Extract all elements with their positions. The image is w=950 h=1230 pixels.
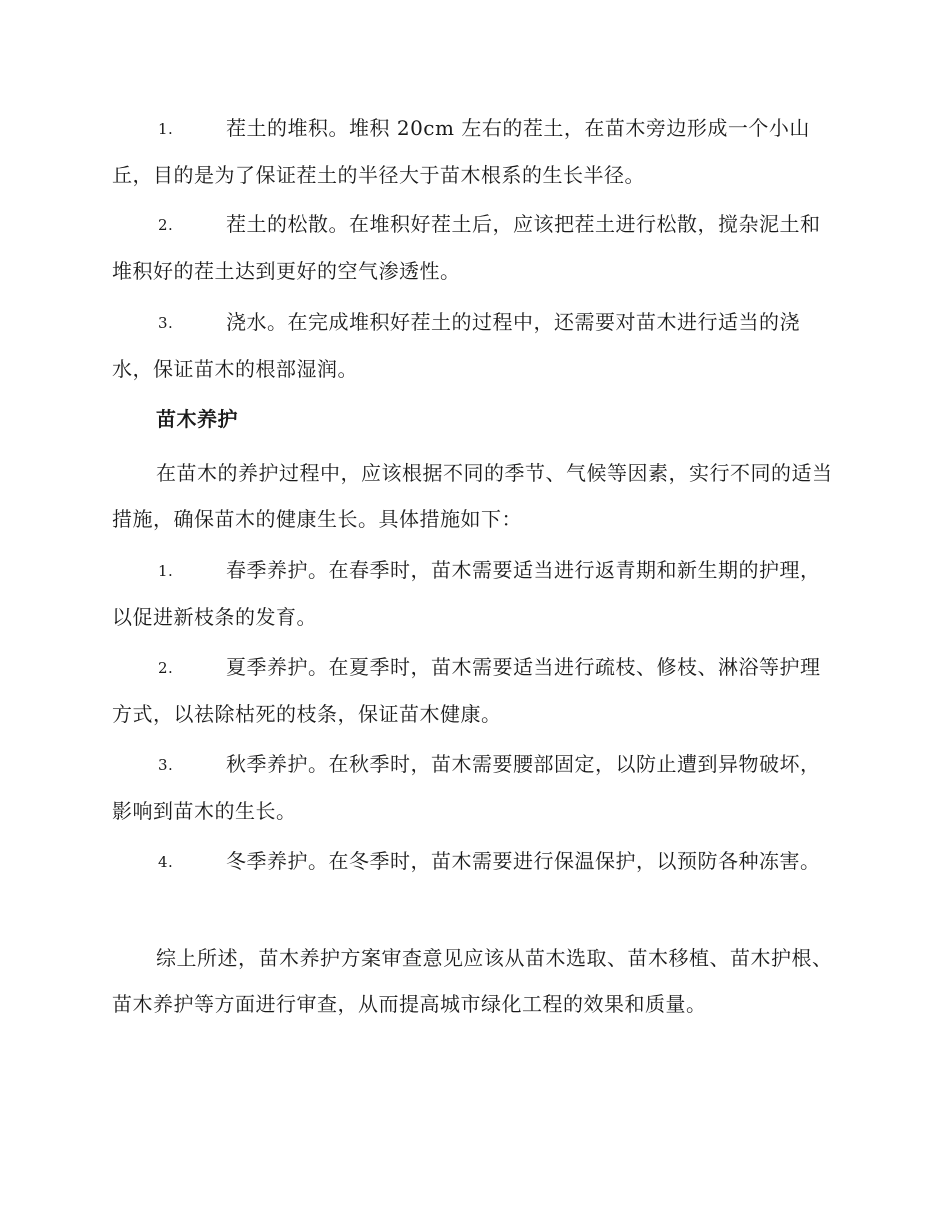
list-text: 夏季养护。在夏季时，苗木需要适当进行疏枝、修枝、淋浴等护理方式，以祛除枯死的枝条，保证苗木健康。 (112, 655, 821, 726)
list-text: 春季养护。在春季时，苗木需要适当进行返青期和新生期的护理，以促进新枝条的发育。 (112, 558, 821, 629)
conclusion-paragraph: 综上所述，苗木养护方案审查意见应该从苗木选取、苗木移植、苗木护根、苗木养护等方面进行审查，从而提高城市绿化工程的效果和质量。 (112, 946, 833, 1016)
list-item (112, 547, 834, 640)
section-heading: 苗木养护 (156, 407, 238, 431)
list-text: 秋季养护。在秋季时，苗木需要腰部固定，以防止遭到异物破坏，影响到苗木的生长。 (112, 752, 821, 823)
intro-paragraph: 在苗木的养护过程中，应该根据不同的季节、气候等因素，实行不同的适当措施，确保苗木的健康生长。具体措施如下： (112, 461, 833, 531)
list-number: 2. (158, 216, 174, 234)
list-number: 3. (158, 756, 174, 774)
list-number: 2. (158, 659, 174, 677)
list-item (112, 299, 834, 392)
list-item (112, 105, 834, 198)
list-item (112, 741, 834, 834)
list-text: 茬土的松散。在堆积好茬土后，应该把茬土进行松散，搅杂泥土和堆积好的茬土达到更好的空气渗透性。 (112, 212, 821, 283)
list-number: 4. (158, 853, 174, 871)
list-number: 1. (158, 120, 174, 138)
list-text: 冬季养护。在冬季时，苗木需要进行保温保护，以预防各种冻害。 (226, 849, 821, 873)
list-number: 3. (158, 314, 174, 332)
list-item (112, 838, 834, 885)
list-item (112, 644, 834, 737)
list-item (112, 201, 834, 294)
list-text: 浇水。在完成堆积好茬土的过程中，还需要对苗木进行适当的浇水，保证苗木的根部湿润。 (112, 310, 800, 381)
list-number: 1. (158, 562, 174, 580)
list-text: 茬土的堆积。堆积 20cm 左右的茬土，在苗木旁边形成一个小山丘，目的是为了保证茬土的半径大于苗木根系的生长半径。 (112, 116, 810, 187)
